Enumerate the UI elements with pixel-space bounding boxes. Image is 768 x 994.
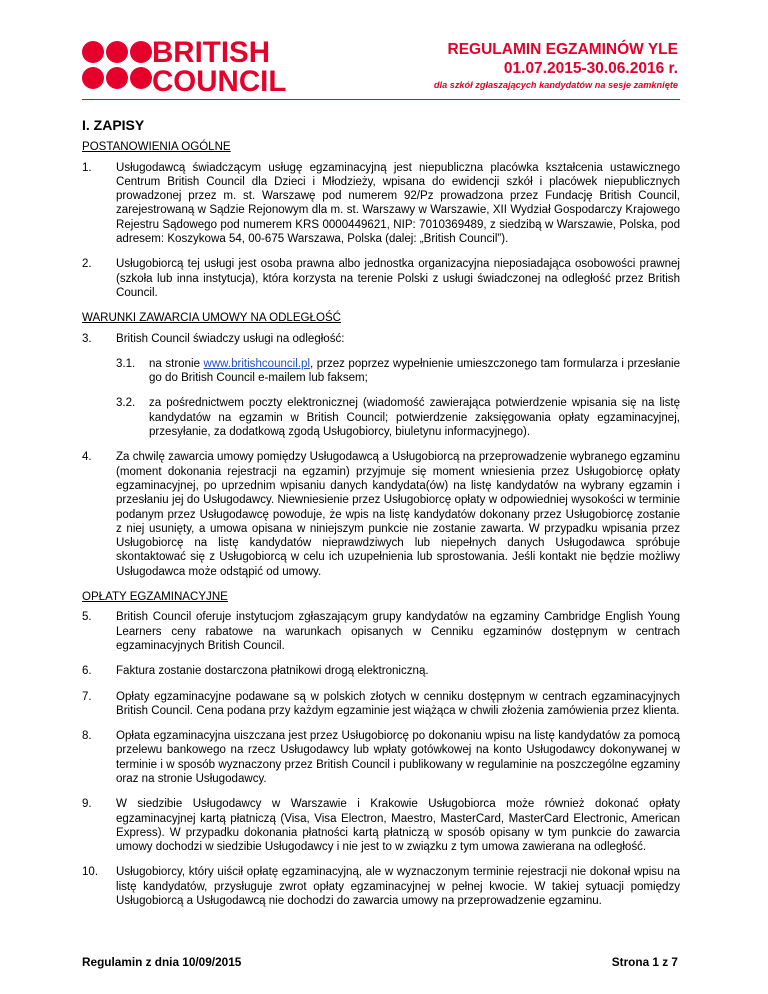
section-heading-fees: OPŁATY EGZAMINACYJNE bbox=[82, 591, 228, 604]
document-subtitle: dla szkół zgłaszających kandydatów na sesje zamknięte bbox=[433, 80, 678, 90]
clause-4: 4. Za chwilę zawarcia umowy pomiędzy Usługodawcą a Usługobiorcą na przeprowadzenie wybranego egzaminu (moment dokonania rejestracji na egzamin) przyjmuje się moment wniesienia przez Usługobiorcę opłaty egzaminacyjnej, po uprzednim wpisaniu danych kandydata(ów) na listę kandydatów na wybrany egzamin i przesłaniu jej do Usługodawcy. Niewniesienie przez Usługobiorcę opłaty w odpowiedniej wysokości w terminie podanym przez Usługodawcę powoduje, że wpis na listę kandydatów dokonany przez Usługobiorcę zostanie z niej usunięty, a umowa opisana w niniejszym punkcie nie zostanie zawarta. W przypadku wpisania przez Usługobiorcę na listę kandydatów nieprawdziwych lub niepełnych danych Usługodawca spróbuje skontaktować się z Usługobiorcą w celu ich uzupełnienia lub sprostowania. Jeśli kontakt nie będzie możliwy Usługodawca może odstąpić od umowy. bbox=[82, 451, 680, 578]
clause-3: 3. British Council świadczy usługi na odległość: bbox=[82, 332, 345, 345]
footer-page-number: Strona 1 z 7 bbox=[611, 955, 678, 969]
title-line-2: 01.07.2015-30.06.2016 r. bbox=[503, 60, 678, 77]
document-body bbox=[82, 118, 680, 919]
section-heading-contract: WARUNKI ZAWARCIA UMOWY NA ODLEGŁOŚĆ bbox=[82, 312, 341, 325]
clause-3-2: 3.2. za pośrednictwem poczty elektronicznej (wiadomość zawierająca potwierdzenie wpisania się na listę kandydatów na egzamin w British Council; potwierdzenie zaksięgowania opłaty egzaminacyjnej, przesyłanie, za dodatkową zgodą Usługobiorcy, biuletynu informacyjnego). bbox=[116, 397, 680, 439]
section-heading-general: POSTANOWIENIA OGÓLNE bbox=[82, 141, 231, 154]
document-title bbox=[448, 40, 679, 78]
clause-9: 9. W siedzibie Usługodawcy w Warszawie i Krakowie Usługobiorca może również dokonać opłaty egzaminacyjnej kartą płatniczą (Visa, Visa Electron, Maestro, MasterCard, MasterCard Electronic, American Express). W przypadku dokonania płatności kartą płatniczą w sposób opisany w tym punkcie do zawarcia umowy dochodzi w siedzibie Usługodawcy i nie jest to w związku z tym umowa zawierana na odległość. bbox=[82, 798, 680, 854]
clause-5: 5. British Council oferuje instytucjom zgłaszającym grupy kandydatów na egzaminy Cambridge English Young Learners ceny rabatowe na warunkach opisanych w Cenniku egzaminów dostępnym w centrach egzaminacyjnych British Council. bbox=[82, 611, 680, 652]
clause-6: 6. Faktura zostanie dostarczona płatnikowi drogą elektroniczną. bbox=[82, 665, 429, 678]
clause-2: 2. Usługobiorcą tej usługi jest osoba prawna albo jednostka organizacyjna nieposiadająca osobowości prawnej (szkoła lub inna instytucja), która korzysta na terenie Polski z usługi świadczonej na odległość przez British Council. bbox=[82, 258, 680, 299]
footer-date: Regulamin z dnia 10/09/2015 bbox=[82, 955, 242, 969]
title-line-1: REGULAMIN EGZAMINÓW YLE bbox=[447, 41, 678, 58]
chapter-heading: I. ZAPISY bbox=[82, 117, 145, 133]
logo-dots bbox=[82, 41, 154, 97]
british-council-logo bbox=[82, 38, 302, 98]
clause-1: 1. Usługodawcą świadczącym usługę egzaminacyjną jest niepubliczna placówka kształcenia ustawicznego Centrum British Council dla Dzieci i Młodzieży, wpisana do ewidencji szkół i placówek niepublicznych prowadzonej przez m. st. Warszawę pod numerem 92/Pz prowadzona przez Fundację British Council, zarejestrowaną w Sądzie Rejonowym dla m. st. Warszawy w Warszawie, XII Wydział Gospodarczy Krajowego Rejestru Sądowego pod numerem KRS 0000449621, NIP: 7010369489, z siedzibą w Warszawie, Polska, pod adresem: Koszykowa 54, 00-675 Warszawa, Polska (dalej: „British Council”). bbox=[82, 161, 680, 246]
clause-3-1: 3.1. na stronie www.britishcouncil.pl, przez poprzez wypełnienie umieszczonego tam formularza i przesłanie go do British Council e-mailem lub faksem; bbox=[116, 357, 681, 385]
britishcouncil-link[interactable]: www.britishcouncil.pl bbox=[203, 357, 311, 370]
logo-wordmark: BRITISH COUNCIL bbox=[152, 36, 287, 98]
clause-10: 10. Usługobiorcy, który uiścił opłatę egzaminacyjną, ale w wyznaczonym terminie rejestracji nie dokonał wpisu na listę kandydatów, przysługuje zwrot opłaty egzaminacyjnej w pełnej kwocie. W takiej sytuacji pomiędzy Usługobiorcą a Usługodawcą nie dochodzi do zawarcia umowy na przeprowadzenie egzaminu. bbox=[82, 866, 680, 908]
clause-7: 7. Opłaty egzaminacyjne podawane są w polskich złotych w cenniku dostępnym w centrach egzaminacyjnych British Council. Cena podana przy każdym egzaminie jest wiążąca w chwili złożenia zamówienia przez klienta. bbox=[82, 690, 680, 717]
clause-8: 8. Opłata egzaminacyjna uiszczana jest przez Usługobiorcę po dokonaniu wpisu na listę kandydatów za pomocą przelewu bankowego na rzecz Usługodawcy lub wpłaty gotówkowej na konto Usługodawcy dokonywanej w terminie i w sposób wyznaczony przez British Council i publikowany w regulaminie na poszczególne egzaminy oraz na stronie Usługodawcy. bbox=[82, 730, 680, 785]
header-divider bbox=[82, 99, 680, 100]
